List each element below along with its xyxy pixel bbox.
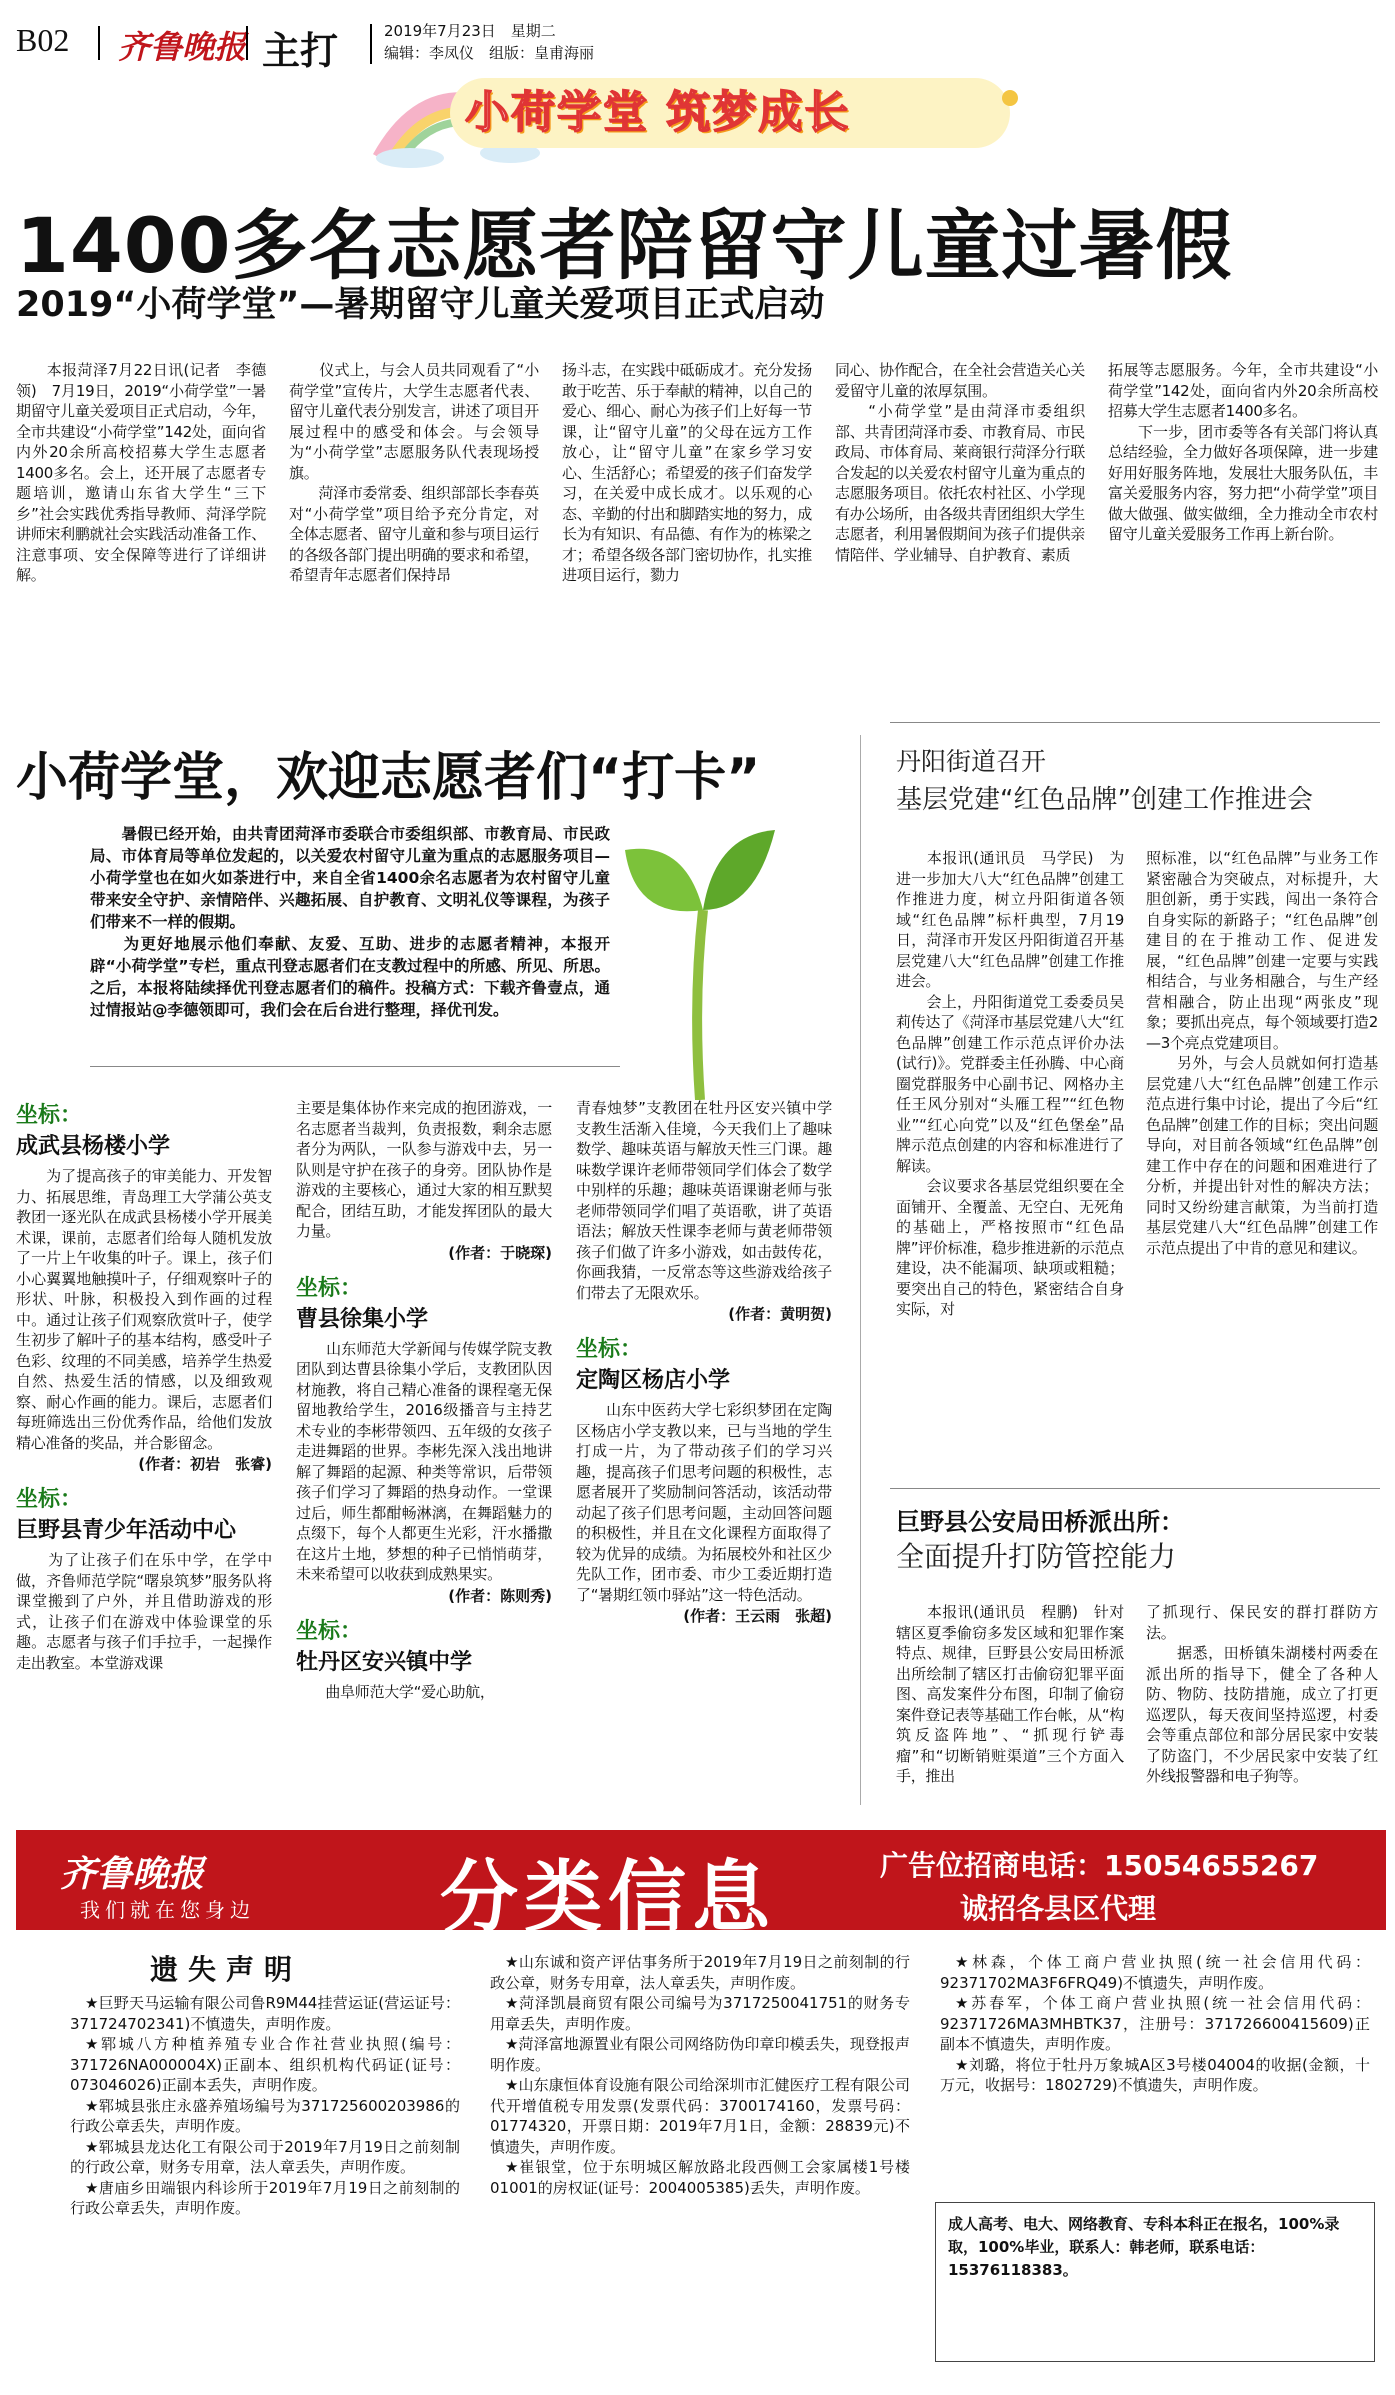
main-paragraph: 本报菏泽7月22日讯(记者 李德领) 7月19日，2019“小荷学堂”一暑期留守儿童关爱项目正式启动，今年，全市共建设“小荷学堂”142处，面向省内外20余所高校招募大学生志愿者1400多名。会上，还开展了志愿者专题培训，邀请山东省大学生“三下乡”社会实践优秀指导教师、菏泽学院讲师宋利鹏就社会实践活动准备工作、注意事项、安全保障等进行了详细讲解。: [16, 361, 266, 584]
notice-item: ★崔银堂，位于东明城区解放路北段西侧工会家属楼1号楼01001的房权证(证号：2004005385)丢失，声明作废。: [490, 2158, 910, 2197]
notice-item: ★郓城县张庄永盛养殖场编号为371725600203986的行政公章丢失，声明作废。: [70, 2096, 460, 2135]
kicker-label: 坐标：: [16, 1487, 83, 1512]
notice-item: ★巨野天马运输有限公司鲁R9M44挂营运证(营运证号：371724702341)不慎遗失，声明作废。: [70, 1994, 460, 2033]
ad-agent: 诚招各县区代理: [960, 1892, 1157, 1925]
paper-logo: 齐鲁晚报: [118, 28, 247, 66]
page-code: B02: [16, 22, 70, 58]
item-text: 山东师范大学新闻与传媒学院支教团队到达曹县徐集小学后，支教团队因材施教，将自己精心准备的课程毫无保留地教给学生，2016级播音与主持艺术专业的李彬带领四、五年级的女孩子走进舞蹈的世界。李彬先深入浅出地讲解了舞蹈的起源、种类等常识，后带领孩子们学习了舞蹈的热身动作。一堂课过后，师生都酣畅淋漓，在舞蹈魅力的点缀下，每个人都更生光彩，汗水播撒在这片土地，梦想的种子已悄悄萌芽，未来希望可以收获到成熟果实。: [296, 1339, 552, 1583]
side1-title-2: 基层党建“红色品牌”创建工作推进会: [896, 785, 1313, 815]
notice-item: ★山东诚和资产评估事务所于2019年7月19日之前刻制的行政公章，财务专用章，法人章丢失，声明作废。: [490, 1953, 910, 1992]
divider: [890, 1488, 1380, 1489]
ad-phone: 广告位招商电话：15054655267: [880, 1849, 1319, 1882]
notice-item: ★唐庙乡田端银内科诊所于2019年7月19日之前刻制的行政公章丢失，声明作废。: [70, 2178, 460, 2217]
section-name: 主打: [262, 29, 339, 73]
side1-col-1: [896, 848, 1124, 1320]
lost-notice-title: 遗失声明: [150, 1953, 303, 1986]
notice-item: ★郓城八方种植养殖专业合作社营业执照(编号：371726NA000004X)正副本、组织机构代码证(证号：073046026)正副本丢失，声明作废。: [70, 2035, 460, 2094]
header-divider: [246, 26, 248, 60]
classified-title: 分类信息: [440, 1853, 777, 1943]
item-text: 山东中医药大学七彩织梦团在定陶区杨店小学支教以来，已与当地的学生打成一片，为了带动孩子们的学习兴趣，提高孩子们思考问题的积极性，志愿者展开了奖励制问答活动，该活动带动起了孩子们思考问题，主动回答问题的积极性，并且在文化课程方面取得了较为优异的成绩。为拓展校外和社区少先队工作，团市委、市少工委近期打造了“暑期红领巾驿站”这一特色活动。: [576, 1401, 832, 1604]
feature-col-2: [296, 1098, 552, 1702]
main-col-2: [289, 360, 539, 586]
feature-intro: 暑假已经开始，由共青团菏泽市委联合市委组织部、市教育局、市民政局、市体育局等单位发起的，以关爱农村留守儿童为重点的志愿服务项目—小荷学堂也在如火如荼进行中，来自全省1400余名志愿者为农村留守儿童带来安全守护、亲情陪伴、兴趣拓展、自护教育、文明礼仪等课程，为孩子们带来不一样的假期。 为更好地展示他们奉献、友爱、互助、进步的志愿者精神，本报开辟“小荷学堂”专栏，重点刊登志愿者们在支教过程中的所感、所见、所思。之后，本报将陆续择优刊登志愿者们的稿件。投稿方式：下载齐鲁壹点，通过情报站@李德领即可，我们会在后台进行整理，择优刊发。: [90, 825, 610, 1019]
notice-item: ★刘璐，将位于牡丹万象城A区3号楼04004的收据(金额，十万元，收据号：1802729)不慎遗失，声明作废。: [940, 2055, 1370, 2094]
side1-title-1: 丹阳街道召开: [896, 747, 1047, 776]
ad-slogan: 我们就在您身边: [80, 1898, 255, 1922]
ad-paper-logo: 齐鲁晚报: [60, 1853, 205, 1895]
kicker-label: 坐标：: [296, 1618, 363, 1644]
item-text: 曲阜师范大学“爱心助航，: [296, 1682, 495, 1701]
item-author: (作者：陈则秀): [448, 1586, 552, 1605]
school-name: 成武县杨楼小学: [16, 1134, 171, 1159]
school-name: 曹县徐集小学: [296, 1306, 429, 1332]
classified-col-1: [70, 1993, 460, 2219]
item-author: (作者：于晓琛): [448, 1243, 552, 1262]
divider: [890, 722, 1380, 723]
main-paragraph: 扬斗志，在实践中砥砺成才。充分发扬敢于吃苦、乐于奉献的精神，以自己的爱心、细心、耐心为孩子们上好每一节课，让“留守儿童”的父母在远方工作放心，让“留守儿童”在家乡学习安心、生活舒心；希望爱的孩子们奋发学习，在关爱中成长成才。以乐观的心态、辛勤的付出和脚踏实地的努力，成长为有知识、有品德、有作为的栋梁之才；希望各级各部门密切协作，扎实推进项目运行，勠力: [562, 361, 812, 584]
side2-text: 了抓现行、保民安的群打群防方法。 据悉，田桥镇朱湖楼村两委在派出所的指导下，健全了各种人防、物防、技防措施，成立了打更巡逻队，每天夜间坚持巡逻，村委会等重点部位和部分居民家中安装了防盗门，不少居民家中安装了红外线报警器和电子狗等。: [1146, 1603, 1378, 1785]
main-col-4: [835, 360, 1085, 565]
notice-item: ★菏泽凯晨商贸有限公司编号为3717250041751的财务专用章丢失，声明作废。: [490, 1994, 910, 2033]
editors: 编辑：李凤仪 组版：皇甫海丽: [384, 44, 595, 62]
notice-item: ★林森，个体工商户营业执照(统一社会信用代码：92371702MA3F6FRQ49)不慎遗失，声明作废。: [940, 1953, 1370, 1992]
item-author: (作者：王云雨 张超): [683, 1607, 832, 1625]
side2-title-2: 全面提升打防管控能力: [896, 1540, 1177, 1573]
kicker-label: 坐标：: [296, 1275, 363, 1301]
main-subhead: 2019“小荷学堂”—暑期留守儿童关爱项目正式启动: [16, 285, 825, 325]
item-text: 为了提高孩子的审美能力、开发智力、拓展思维，青岛理工大学蒲公英支教团一逐光队在成武县杨楼小学开展美术课，课前，志愿者们给每人随机发放了一片上午收集的叶子。课上，孩子们小心翼翼地触摸叶子，仔细观察叶子的形状、叶脉，积极投入到作画的过程中。通过让孩子们观察欣赏叶子，使学生初步了解叶子的基本结构，感受叶子色彩、纹理的不同美感，培养学生热爱自然、热爱生活的情感，以及细致观察、耐心作画的能力。课后，志愿者们每班筛选出三份优秀作品，给他们发放精心准备的奖品，并合影留念。: [16, 1167, 272, 1452]
main-col-5: [1108, 360, 1378, 545]
sprout-icon: [615, 800, 785, 1100]
kicker-label: 坐标：: [16, 1103, 83, 1128]
item-author: (作者：初岩 张睿): [138, 1455, 272, 1473]
side2-col-2: [1146, 1602, 1378, 1787]
main-col-1: [16, 360, 266, 586]
divider: [90, 1066, 620, 1067]
classified-col-2: [490, 1952, 910, 2198]
main-paragraph: 拓展等志愿服务。今年，全市共建设“小荷学堂”142处，面向省内外20余所高校招募大学生志愿者1400多名。 下一步，团市委等各有关部门将认真总结经验，全力做好各项保障，进一步建好用好服务阵地，发展壮大服务队伍，丰富关爱服务内容，努力把“小荷学堂”项目做大做强、做实做细，全力推动全市农村留守儿童关爱服务工作再上新台阶。: [1108, 361, 1378, 543]
main-paragraph: 同心、协作配合，在全社会营造关心关爱留守儿童的浓厚氛围。 “小荷学堂”是由菏泽市委组织部、共青团菏泽市委、市教育局、市民政局、市体育局、莱商银行菏泽分行联合发起的以关爱农村留守儿童为重点的志愿服务项目。依托农村社区、小学现有办公场所，由各级共青团组织大学生志愿者，利用暑假期间为孩子们提供亲情陪伴、学业辅导、自护教育、素质: [835, 361, 1085, 564]
header-divider: [98, 26, 100, 60]
column-rule: [860, 735, 861, 1805]
classified-col-3: [940, 1952, 1370, 2096]
notice-item: ★山东康恒体育设施有限公司给深圳市汇健医疗工程有限公司代开增值税专用发票(发票代码：3700174160，发票号码：01774320，开票日期：2019年7月1日，金额：28839元)不慎遗失，声明作废。: [490, 2076, 910, 2156]
school-name: 牡丹区安兴镇中学: [296, 1649, 473, 1675]
item-author: (作者：黄明贺): [728, 1305, 832, 1323]
side1-text: 本报讯(通讯员 马学民) 为进一步加大八大“红色品牌”创建工作推进力度，树立丹阳街道各领域“红色品牌”标杆典型，7月19日，菏泽市开发区丹阳街道召开基层党建八大“红色品牌”创建工作推进会。 会上，丹阳街道党工委委员吴莉传达了《菏泽市基层党建八大“红色品牌”创建工作示范点评价办法(试行)》。党群委主任孙腾、中心商圈党群服务中心副书记、网格办主任王风分别对“头雁工程”“红色物业”“红心向党”以及“红色堡垒”品牌示范点创建的内容和标准进行了解读。 会议要求各基层党组织要在全面铺开、全覆盖、无空白、无死角的基础上，严格按照市“红色品牌”评价标准，稳步推进新的示范点建设，决不能漏项、缺项或粗糙；要突出自己的特色，紧密结合自身实际，对: [896, 849, 1124, 1318]
feature-col-1: [16, 1098, 272, 1673]
side2-col-1: [896, 1602, 1124, 1787]
kicker-label: 坐标：: [576, 1337, 643, 1362]
notice-item: ★郓城县龙达化工有限公司于2019年7月19日之前刻制的行政公章，财务专用章，法人章丢失，声明作废。: [70, 2137, 460, 2176]
notice-item: ★菏泽富地源置业有限公司网络防伪印章印模丢失，现登报声明作废。: [490, 2035, 910, 2074]
side2-title-1: 巨野县公安局田桥派出所：: [896, 1508, 1184, 1536]
feature-col-3: [576, 1098, 832, 1626]
side1-text: 照标准，以“红色品牌”与业务工作紧密融合为突破点，对标提升，大胆创新，勇于实践，闯出一条符合自身实际的新路子；“红色品牌”创建目的在于推动工作、促进发展，“红色品牌”创建一定要与实践相结合，与业务相融合，与生产经营相融合，防止出现“两张皮”现象；要抓出亮点，每个领域要打造2—3个亮点党建项目。 另外，与会人员就如何打造基层党建八大“红色品牌”创建工作示范点进行集中讨论，提出了今后“红色品牌”创建工作的目标；突出问题导向，对目前各领域“红色品牌”创建工作中存在的问题和困难进行了分析，并提出针对性的解决方法；同时又纷纷建言献策，为当前打造基层党建八大“红色品牌”创建工作示范点提出了中肯的意见和建议。: [1146, 849, 1378, 1257]
school-name: 定陶区杨店小学: [576, 1368, 731, 1393]
school-name: 巨野县青少年活动中心: [16, 1518, 237, 1543]
main-headline: 1400多名志愿者陪留守儿童过暑假: [16, 201, 1233, 290]
notice-item: ★苏春军，个体工商户营业执照(统一社会信用代码：92371726MA3MHBTK37，注册号：371726600415609)正副本不慎遗失，声明作废。: [940, 1994, 1370, 2053]
item-text: 为了让孩子们在乐中学，在学中做，齐鲁师范学院“曙泉筑梦”服务队将课堂搬到了户外，并且借助游戏的形式，让孩子们在游戏中体验课堂的乐趣。志愿者与孩子们手拉手，一起操作走出教室。本堂游戏课: [16, 1551, 272, 1672]
side2-text: 本报讯(通讯员 程鹏) 针对辖区夏季偷窃多发区域和犯罪作案特点、规律，巨野县公安局田桥派出所绘制了辖区打击偷窃犯罪平面图、高发案件分布图，印制了偷窃案件登记表等基础工作台帐，从“构筑反盗阵地”、“抓现行铲毒瘤”和“切断销赃渠道”三个方面入手，推出: [896, 1603, 1124, 1785]
feature-title: 小荷学堂，欢迎志愿者们“打卡”: [16, 748, 761, 808]
item-text: 青春烛梦”支教团在牡丹区安兴镇中学支教生活渐入佳境，今天我们上了趣味数学、趣味英语与解放天性三门课。趣味数学课许老师带领同学们体会了数学中别样的乐趣；趣味英语课谢老师与张老师带领同学们唱了英语歌，讲了英语语法；解放天性课李老师与黄老师带领孩子们做了许多小游戏，如击鼓传花，你画我猜，一反常态等这些游戏给孩子们带去了无限欢乐。: [576, 1099, 832, 1302]
issue-date: 2019年7月23日 星期二: [384, 22, 556, 40]
education-ad-box: 成人高考、电大、网络教育、专科本科正在报名，100%录取，100%毕业，联系人：韩老师，联系电话：15376118383。: [935, 2202, 1375, 2362]
item-text: 主要是集体协作来完成的抱团游戏，一名志愿者当裁判，负责报数，剩余志愿者分为两队，一队参与游戏中去，另一队则是守护在孩子的身旁。团队协作是游戏的主要核心，通过大家的相互默契配合，团结互助，才能发挥团队的最大力量。: [296, 1099, 552, 1240]
side1-col-2: [1146, 848, 1378, 1258]
banner-title: 小荷学堂 筑梦成长: [465, 87, 851, 138]
main-col-3: [562, 360, 812, 586]
main-paragraph: 仪式上，与会人员共同观看了“小荷学堂”宣传片，大学生志愿者代表、留守儿童代表分别发言，讲述了项目开展过程中的感受和体会。与会领导为“小荷学堂”志愿服务队代表现场授旗。 菏泽市委常委、组织部部长李春英对“小荷学堂”项目给予充分肯定，对全体志愿者、留守儿童和参与项目运行的各级各部门提出明确的要求和希望，希望青年志愿者们保持昂: [289, 361, 539, 584]
